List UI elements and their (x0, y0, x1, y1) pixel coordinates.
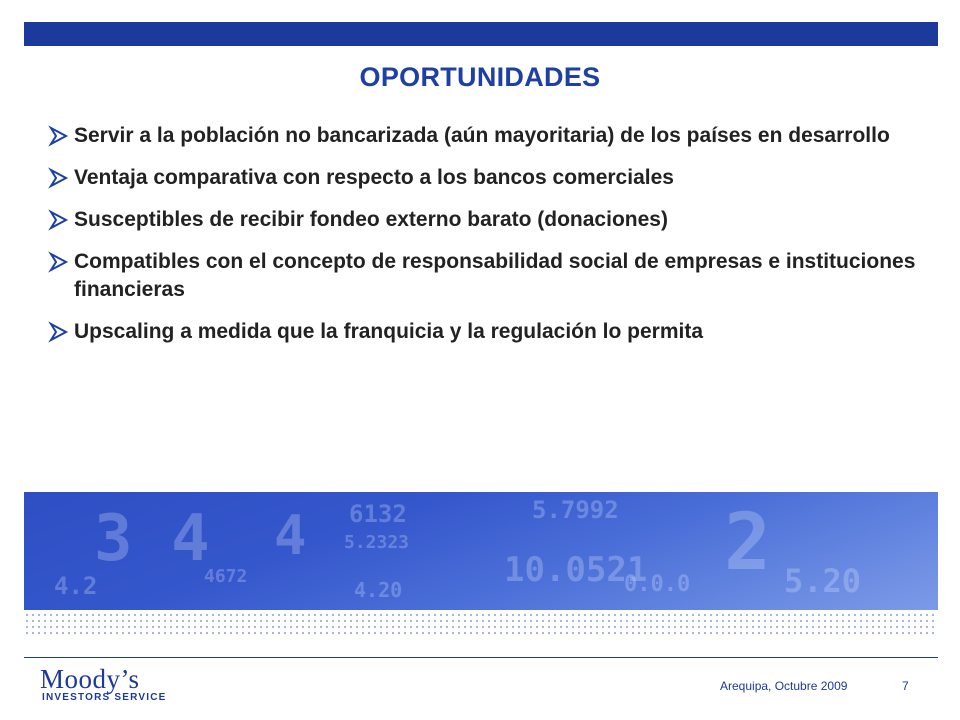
bullet-list (44, 122, 924, 360)
banner-number: 0.0.0 (624, 572, 691, 597)
slide-title: OPORTUNIDADES (359, 62, 601, 92)
arrow-bullet-icon (48, 248, 70, 276)
bullet-item (44, 248, 924, 304)
bullet-text: Susceptibles de recibir fondeo externo barato (donaciones) (74, 208, 668, 231)
arrow-bullet-icon (48, 318, 70, 346)
arrow-bullet-icon (48, 164, 70, 192)
dotted-strip (24, 612, 938, 638)
moodys-logo (40, 664, 180, 710)
bullet-item (44, 318, 924, 346)
banner-number: 4 (274, 504, 307, 567)
banner-number: 10.0521 (504, 550, 648, 590)
arrow-bullet-icon (48, 122, 70, 150)
header-bar (24, 22, 938, 46)
bullet-text: Ventaja comparativa con respecto a los bancos comerciales (74, 166, 674, 189)
banner-number: 4.2 (54, 572, 98, 600)
bullet-item (44, 122, 924, 150)
bullet-text: Upscaling a medida que la franquicia y la regulación lo permita (74, 320, 704, 343)
banner-number: 3 4 (94, 502, 210, 576)
bullet-text: Compatibles con el concepto de responsabilidad social de empresas e instituciones financieras (74, 250, 916, 301)
banner-number: 4.20 (354, 578, 403, 602)
stock-numbers-banner (24, 492, 938, 610)
arrow-bullet-icon (48, 206, 70, 234)
banner-number: 6132 (349, 500, 407, 528)
footer-place-date: Arequipa, Octubre 2009 (720, 679, 848, 693)
banner-number: 4672 (204, 566, 248, 587)
banner-number: 5.20 (784, 562, 862, 600)
bullet-item (44, 164, 924, 192)
banner-number: 5.7992 (532, 496, 619, 524)
logo-subtitle: INVESTORS SERVICE (42, 692, 167, 703)
logo-wordmark: Moody’s (40, 664, 140, 694)
bullet-item (44, 206, 924, 234)
footer-divider (24, 657, 938, 658)
banner-number: 5.2323 (344, 532, 410, 553)
page-number: 7 (902, 679, 909, 693)
bullet-text: Servir a la población no bancarizada (aún mayoritaria) de los países en desarrollo (74, 124, 890, 147)
banner-number: 2 (724, 498, 771, 588)
